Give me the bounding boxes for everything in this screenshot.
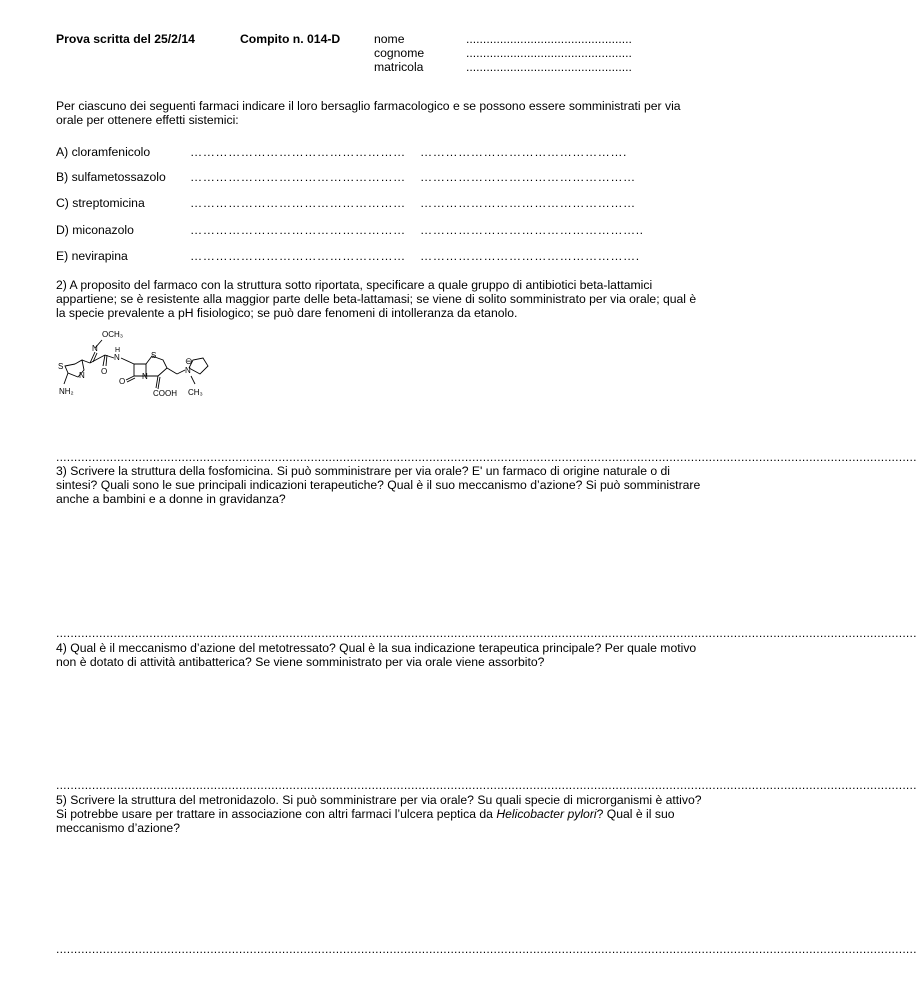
field-dots-cognome[interactable]: .................................................	[466, 46, 632, 60]
field-label-cognome: cognome	[374, 46, 425, 60]
label-ch3: CH₃	[188, 388, 203, 397]
separator-line: ................................................................................................................................................................................................................................................	[56, 626, 917, 640]
drug-label-d: D) miconazolo	[56, 223, 134, 237]
answer-dots-e-2[interactable]: …………………………………………….	[420, 249, 640, 263]
label-o-lactam: O	[119, 377, 126, 386]
separator-line: ................................................................................................................................................................................................................................................	[56, 942, 917, 956]
drug-label-c: C) streptomicina	[56, 196, 145, 210]
label-nh2: NH₂	[59, 387, 74, 396]
drug-label-e: E) nevirapina	[56, 249, 128, 263]
question-3-text: 3) Scrivere la struttura della fosfomicina. Si può somministrare per via orale? E' un farmaco di origine naturale o di sintesi? Quali sono le sue principali indicazioni terapeutiche? Qual è il suo meccanismo d’azione? Si può somministrare anche a bambini e a donne in gravidanza?	[56, 464, 701, 506]
question-5-text-part2: ? Qual è il suo meccanismo d’azione?	[56, 807, 675, 835]
answer-dots-e-1[interactable]: ……………………………………………	[190, 249, 406, 263]
answer-dots-a-1[interactable]: ……………………………………………	[190, 145, 406, 159]
separator-line: ................................................................................................................................................................................................................................................	[56, 778, 917, 792]
label-s-thiazole: S	[58, 362, 64, 371]
exam-code: Compito n. 014-D	[240, 32, 341, 46]
answer-dots-b-2[interactable]: ……………………………………………	[420, 170, 636, 184]
field-dots-matricola[interactable]: .................................................	[466, 60, 632, 74]
answer-dots-a-2[interactable]: ………………………………………….	[420, 145, 627, 159]
label-n-lactam: N	[142, 372, 148, 381]
question-5-italic-species: Helicobacter pylori	[496, 807, 597, 821]
question-4-text: 4) Qual è il meccanismo d’azione del metotressato? Qual è la sua indicazione terapeutica principale? Per quale motivo non è dotato di attività antibatterica? Se viene somministrato per via orale viene assorbito?	[56, 641, 697, 669]
exam-title: Prova scritta del 25/2/14	[56, 32, 195, 46]
label-n-amide: N	[114, 353, 120, 362]
question-2-text: 2) A proposito del farmaco con la struttura sotto riportata, specificare a quale gruppo di antibiotici beta-lattamici appartiene; se è resistente alla maggior parte delle beta-lattamasi; se viene di solito somministrato per via orale; qual è la specie prevalente a pH fisiologico; se può dare fenomeni di intolleranza da etanolo.	[56, 278, 697, 320]
answer-dots-c-2[interactable]: ……………………………………………	[420, 196, 636, 210]
label-h: H	[115, 347, 121, 354]
answer-dots-d-2[interactable]: ……………………………………………..	[420, 223, 644, 237]
separator-line: ................................................................................................................................................................................................................................................	[56, 450, 917, 464]
drug-label-b: B) sulfametossazolo	[56, 170, 166, 184]
field-label-matricola: matricola	[374, 60, 424, 74]
question-5-text	[56, 793, 706, 835]
answer-dots-c-1[interactable]: ……………………………………………	[190, 196, 406, 210]
field-dots-nome[interactable]: .................................................	[466, 32, 632, 46]
answer-dots-b-1[interactable]: ……………………………………………	[190, 170, 406, 184]
label-cooh: COOH	[153, 389, 177, 398]
question-1-text: Per ciascuno dei seguenti farmaci indicare il loro bersaglio farmacologico e se possono essere somministrati per via orale per ottenere effetti sistemici:	[56, 99, 681, 127]
question-5-text-part1: 5) Scrivere la struttura del metronidazolo. Si può somministrare per via orale? Su quali specie di microrganismi è attivo? Si potrebbe usare per trattare in associazione con altri farmaci l’ulcera peptica da	[56, 793, 702, 821]
field-label-nome: nome	[374, 32, 405, 46]
answer-dots-d-1[interactable]: ……………………………………………	[190, 223, 406, 237]
label-charge: ⊖	[185, 356, 193, 366]
drug-label-a: A) cloramfenicolo	[56, 145, 151, 159]
label-o-amide: O	[101, 367, 108, 376]
label-n-plus: N	[185, 366, 191, 375]
label-och3: OCH₃	[102, 330, 124, 339]
label-n-thiazole: N	[79, 371, 85, 380]
label-s-ceph: S	[151, 351, 157, 360]
label-n-oxime: N	[92, 344, 98, 353]
chemical-structure	[50, 322, 250, 402]
